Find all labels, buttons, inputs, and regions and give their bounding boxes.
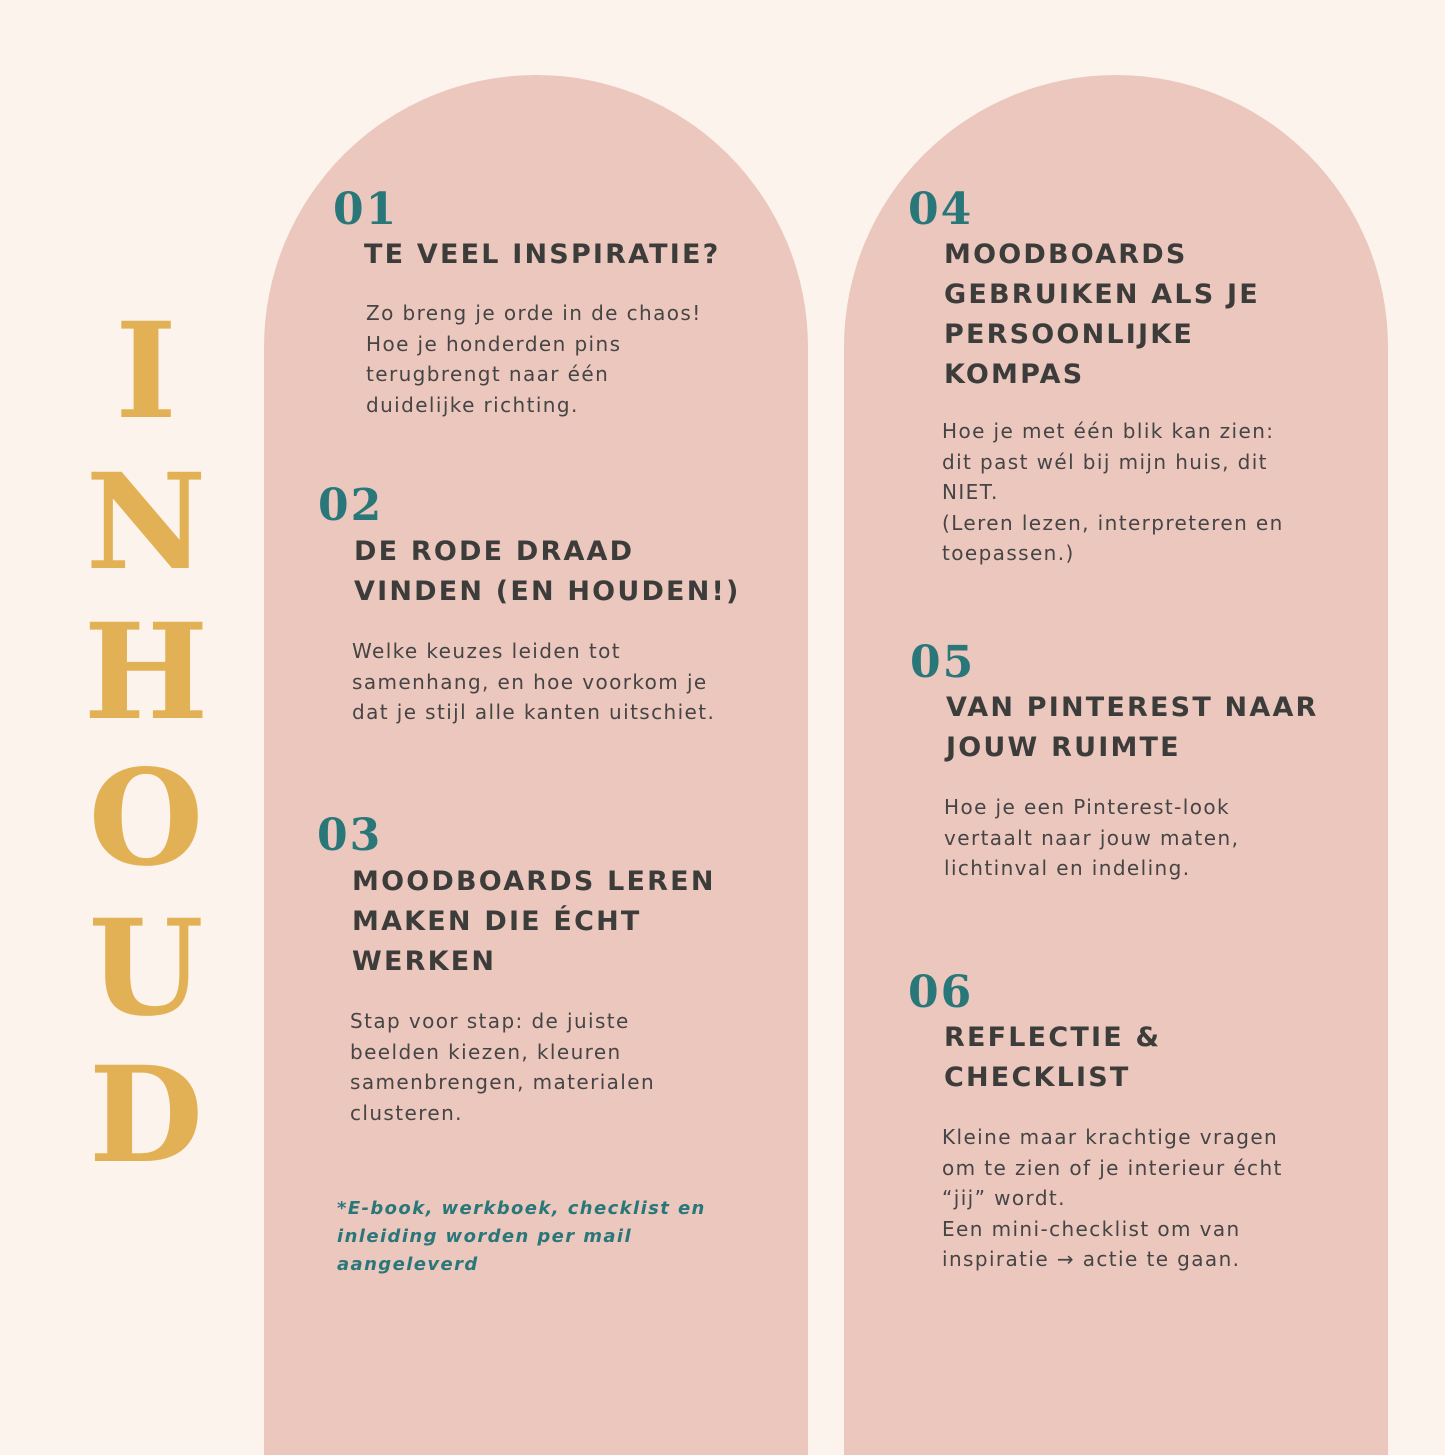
- section-description: Hoe je een Pinterest-look vertaalt naar jouw maten, lichtinval en indeling.: [944, 795, 1240, 880]
- title-letter: O: [88, 741, 204, 896]
- section-number: 06: [908, 967, 974, 1018]
- title-letter: I: [115, 294, 177, 449]
- section-number: 03: [317, 810, 383, 861]
- title-letter: H: [83, 595, 209, 750]
- section-description: Hoe je met één blik kan zien: dit past wél bij mijn huis, dit NIET. (Leren lezen, interpreteren en toepassen.): [942, 419, 1284, 565]
- title-letter: U: [88, 891, 204, 1046]
- title-letter: D: [88, 1038, 204, 1193]
- title-letter: N: [85, 445, 207, 600]
- section-heading: REFLECTIE & CHECKLIST: [944, 1022, 1162, 1093]
- section-description: Stap voor stap: de juiste beelden kiezen, kleuren samenbrengen, materialen clusteren.: [350, 1009, 656, 1125]
- section-description: Zo breng je orde in de chaos! Hoe je honderden pins terugbrengt naar één duidelijke richting.: [366, 301, 702, 417]
- section-heading: TE VEEL INSPIRATIE?: [364, 239, 721, 270]
- section-heading: MOODBOARDS GEBRUIKEN ALS JE PERSOONLIJKE KOMPAS: [944, 239, 1260, 390]
- section-number: 02: [318, 480, 384, 531]
- section-heading: MOODBOARDS LEREN MAKEN DIE ÉCHT WERKEN: [352, 866, 716, 977]
- section-number: 04: [908, 184, 974, 235]
- section-number: 05: [910, 637, 976, 688]
- section-number: 01: [333, 184, 399, 235]
- section-description: Welke keuzes leiden tot samenhang, en hoe voorkom je dat je stijl alle kanten uitschiet.: [352, 639, 716, 724]
- section-heading: DE RODE DRAAD VINDEN (EN HOUDEN!): [354, 536, 741, 607]
- section-description: Kleine maar krachtige vragen om te zien of je interieur écht “jij” wordt. Een mini-checklist om van inspiratie → actie te gaan.: [942, 1125, 1283, 1271]
- delivery-note: *E-book, werkboek, checklist en inleiding worden per mail aangeleverd: [337, 1198, 706, 1275]
- section-heading: VAN PINTEREST NAAR JOUW RUIMTE: [946, 692, 1319, 763]
